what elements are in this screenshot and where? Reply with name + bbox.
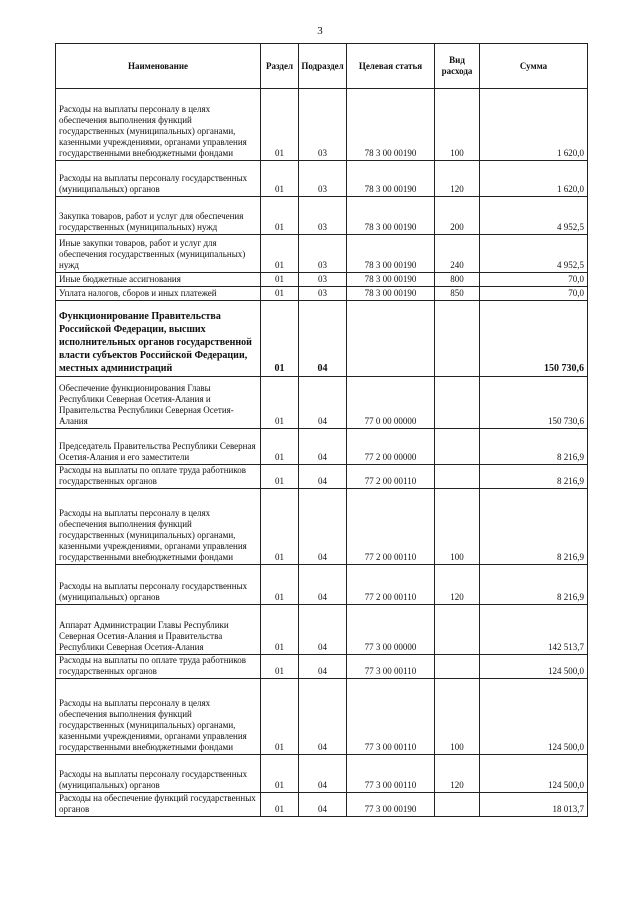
cell-name: Расходы на выплаты по оплате труда работников государственных органов [56,655,261,679]
cell-razdel: 01 [261,679,299,755]
cell-podrazdel: 03 [299,197,347,235]
cell-podrazdel: 04 [299,755,347,793]
cell-vid-raskhoda: 850 [435,287,480,301]
cell-summa: 8 216,9 [480,465,588,489]
cell-celevaya-statya: 78 3 00 00190 [347,235,435,273]
cell-celevaya-statya: 77 2 00 00110 [347,565,435,605]
cell-vid-raskhoda: 200 [435,197,480,235]
cell-name: Расходы на выплаты персоналу государственных (муниципальных) органов [56,161,261,197]
cell-vid-raskhoda: 120 [435,161,480,197]
cell-name: Расходы на выплаты персоналу в целях обеспечения выполнения функций государственных (муниципальных) органами, казенными учреждениями, органами управления государственными внебюджетными фондами [56,489,261,565]
cell-summa: 70,0 [480,287,588,301]
cell-name: Закупка товаров, работ и услуг для обеспечения государственных (муниципальных) нужд [56,197,261,235]
cell-vid-raskhoda: 100 [435,679,480,755]
cell-celevaya-statya: 78 3 00 00190 [347,89,435,161]
cell-name: Уплата налогов, сборов и иных платежей [56,287,261,301]
cell-podrazdel: 03 [299,89,347,161]
cell-podrazdel: 04 [299,429,347,465]
cell-name: Расходы на выплаты персоналу в целях обеспечения выполнения функций государственных (муниципальных) органами, казенными учреждениями, органами управления государственными внебюджетными фондами [56,89,261,161]
table-row [56,197,588,235]
cell-vid-raskhoda: 120 [435,565,480,605]
cell-razdel: 01 [261,489,299,565]
cell-razdel: 01 [261,161,299,197]
cell-summa: 124 500,0 [480,679,588,755]
cell-name: Председатель Правительства Республики Северная Осетия-Алания и его заместители [56,429,261,465]
cell-podrazdel: 04 [299,301,347,377]
cell-celevaya-statya: 77 3 00 00110 [347,655,435,679]
cell-name: Иные закупки товаров, работ и услуг для обеспечения государственных (муниципальных) нужд [56,235,261,273]
table-row [56,301,588,377]
cell-vid-raskhoda: 120 [435,755,480,793]
table-row [56,429,588,465]
header-podrazdel: Подраздел [299,44,347,89]
cell-summa: 142 513,7 [480,605,588,655]
cell-vid-raskhoda [435,465,480,489]
cell-summa: 150 730,6 [480,301,588,377]
cell-vid-raskhoda: 100 [435,489,480,565]
table-row [56,377,588,429]
cell-celevaya-statya: 78 3 00 00190 [347,287,435,301]
cell-celevaya-statya: 77 3 00 00000 [347,605,435,655]
cell-summa: 70,0 [480,273,588,287]
cell-celevaya-statya: 77 0 00 00000 [347,377,435,429]
cell-razdel: 01 [261,655,299,679]
cell-name: Расходы на выплаты персоналу в целях обеспечения выполнения функций государственных (муниципальных) органами, казенными учреждениями, органами управления государственными внебюджетными фондами [56,679,261,755]
cell-summa: 4 952,5 [480,235,588,273]
cell-summa: 8 216,9 [480,565,588,605]
cell-podrazdel: 03 [299,161,347,197]
table-row [56,235,588,273]
cell-celevaya-statya: 77 2 00 00000 [347,429,435,465]
table-row [56,565,588,605]
cell-podrazdel: 03 [299,235,347,273]
cell-name: Иные бюджетные ассигнования [56,273,261,287]
cell-razdel: 01 [261,89,299,161]
cell-summa: 4 952,5 [480,197,588,235]
table-row [56,465,588,489]
table-row [56,655,588,679]
cell-podrazdel: 04 [299,679,347,755]
header-name: Наименование [56,44,261,89]
header-vid-raskhoda: Вид расхода [435,44,480,89]
cell-razdel: 01 [261,465,299,489]
cell-celevaya-statya: 77 3 00 00190 [347,793,435,817]
cell-summa: 124 500,0 [480,655,588,679]
cell-summa: 8 216,9 [480,489,588,565]
page-number: 3 [317,25,323,37]
table-row [56,89,588,161]
header-celevaya-statya: Целевая статья [347,44,435,89]
cell-vid-raskhoda [435,793,480,817]
cell-razdel: 01 [261,793,299,817]
cell-razdel: 01 [261,755,299,793]
cell-vid-raskhoda: 800 [435,273,480,287]
cell-summa: 150 730,6 [480,377,588,429]
header-razdel: Раздел [261,44,299,89]
cell-summa: 18 013,7 [480,793,588,817]
cell-vid-raskhoda [435,655,480,679]
cell-name: Расходы на обеспечение функций государственных органов [56,793,261,817]
cell-name: Расходы на выплаты по оплате труда работников государственных органов [56,465,261,489]
cell-celevaya-statya: 77 3 00 00110 [347,679,435,755]
table-row [56,489,588,565]
cell-summa: 8 216,9 [480,429,588,465]
cell-celevaya-statya: 78 3 00 00190 [347,273,435,287]
cell-summa: 1 620,0 [480,161,588,197]
cell-celevaya-statya: 77 2 00 00110 [347,465,435,489]
cell-podrazdel: 04 [299,793,347,817]
cell-razdel: 01 [261,429,299,465]
cell-podrazdel: 03 [299,287,347,301]
cell-celevaya-statya: 78 3 00 00190 [347,197,435,235]
cell-vid-raskhoda [435,377,480,429]
cell-razdel: 01 [261,287,299,301]
cell-name: Расходы на выплаты персоналу государственных (муниципальных) органов [56,565,261,605]
cell-razdel: 01 [261,273,299,287]
cell-summa: 1 620,0 [480,89,588,161]
cell-podrazdel: 04 [299,605,347,655]
table-row [56,793,588,817]
cell-vid-raskhoda: 240 [435,235,480,273]
cell-celevaya-statya: 77 3 00 00110 [347,755,435,793]
cell-name: Обеспечение функционирования Главы Республики Северная Осетия-Алания и Правительства Республики Северная Осетия-Алания [56,377,261,429]
cell-razdel: 01 [261,605,299,655]
cell-vid-raskhoda [435,429,480,465]
table-row [56,161,588,197]
table-row [56,273,588,287]
cell-podrazdel: 04 [299,489,347,565]
cell-podrazdel: 04 [299,377,347,429]
cell-razdel: 01 [261,377,299,429]
cell-podrazdel: 03 [299,273,347,287]
cell-razdel: 01 [261,235,299,273]
cell-celevaya-statya: 78 3 00 00190 [347,161,435,197]
cell-podrazdel: 04 [299,565,347,605]
cell-razdel: 01 [261,301,299,377]
cell-name: Аппарат Администрации Главы Республики Северная Осетия-Алания и Правительства Республики Северная Осетия-Алания [56,605,261,655]
cell-podrazdel: 04 [299,655,347,679]
table-row [56,679,588,755]
cell-name: Функционирование Правительства Российской Федерации, высших исполнительных органов государственной власти субъектов Российской Федерации, местных администраций [56,301,261,377]
table-row [56,755,588,793]
cell-vid-raskhoda [435,301,480,377]
budget-table [55,43,588,817]
cell-vid-raskhoda [435,605,480,655]
cell-celevaya-statya [347,301,435,377]
cell-name: Расходы на выплаты персоналу государственных (муниципальных) органов [56,755,261,793]
table-header-row [56,44,588,89]
cell-razdel: 01 [261,565,299,605]
cell-vid-raskhoda: 100 [435,89,480,161]
cell-podrazdel: 04 [299,465,347,489]
cell-summa: 124 500,0 [480,755,588,793]
table-row [56,605,588,655]
cell-razdel: 01 [261,197,299,235]
header-summa: Сумма [480,44,588,89]
table-row [56,287,588,301]
cell-celevaya-statya: 77 2 00 00110 [347,489,435,565]
